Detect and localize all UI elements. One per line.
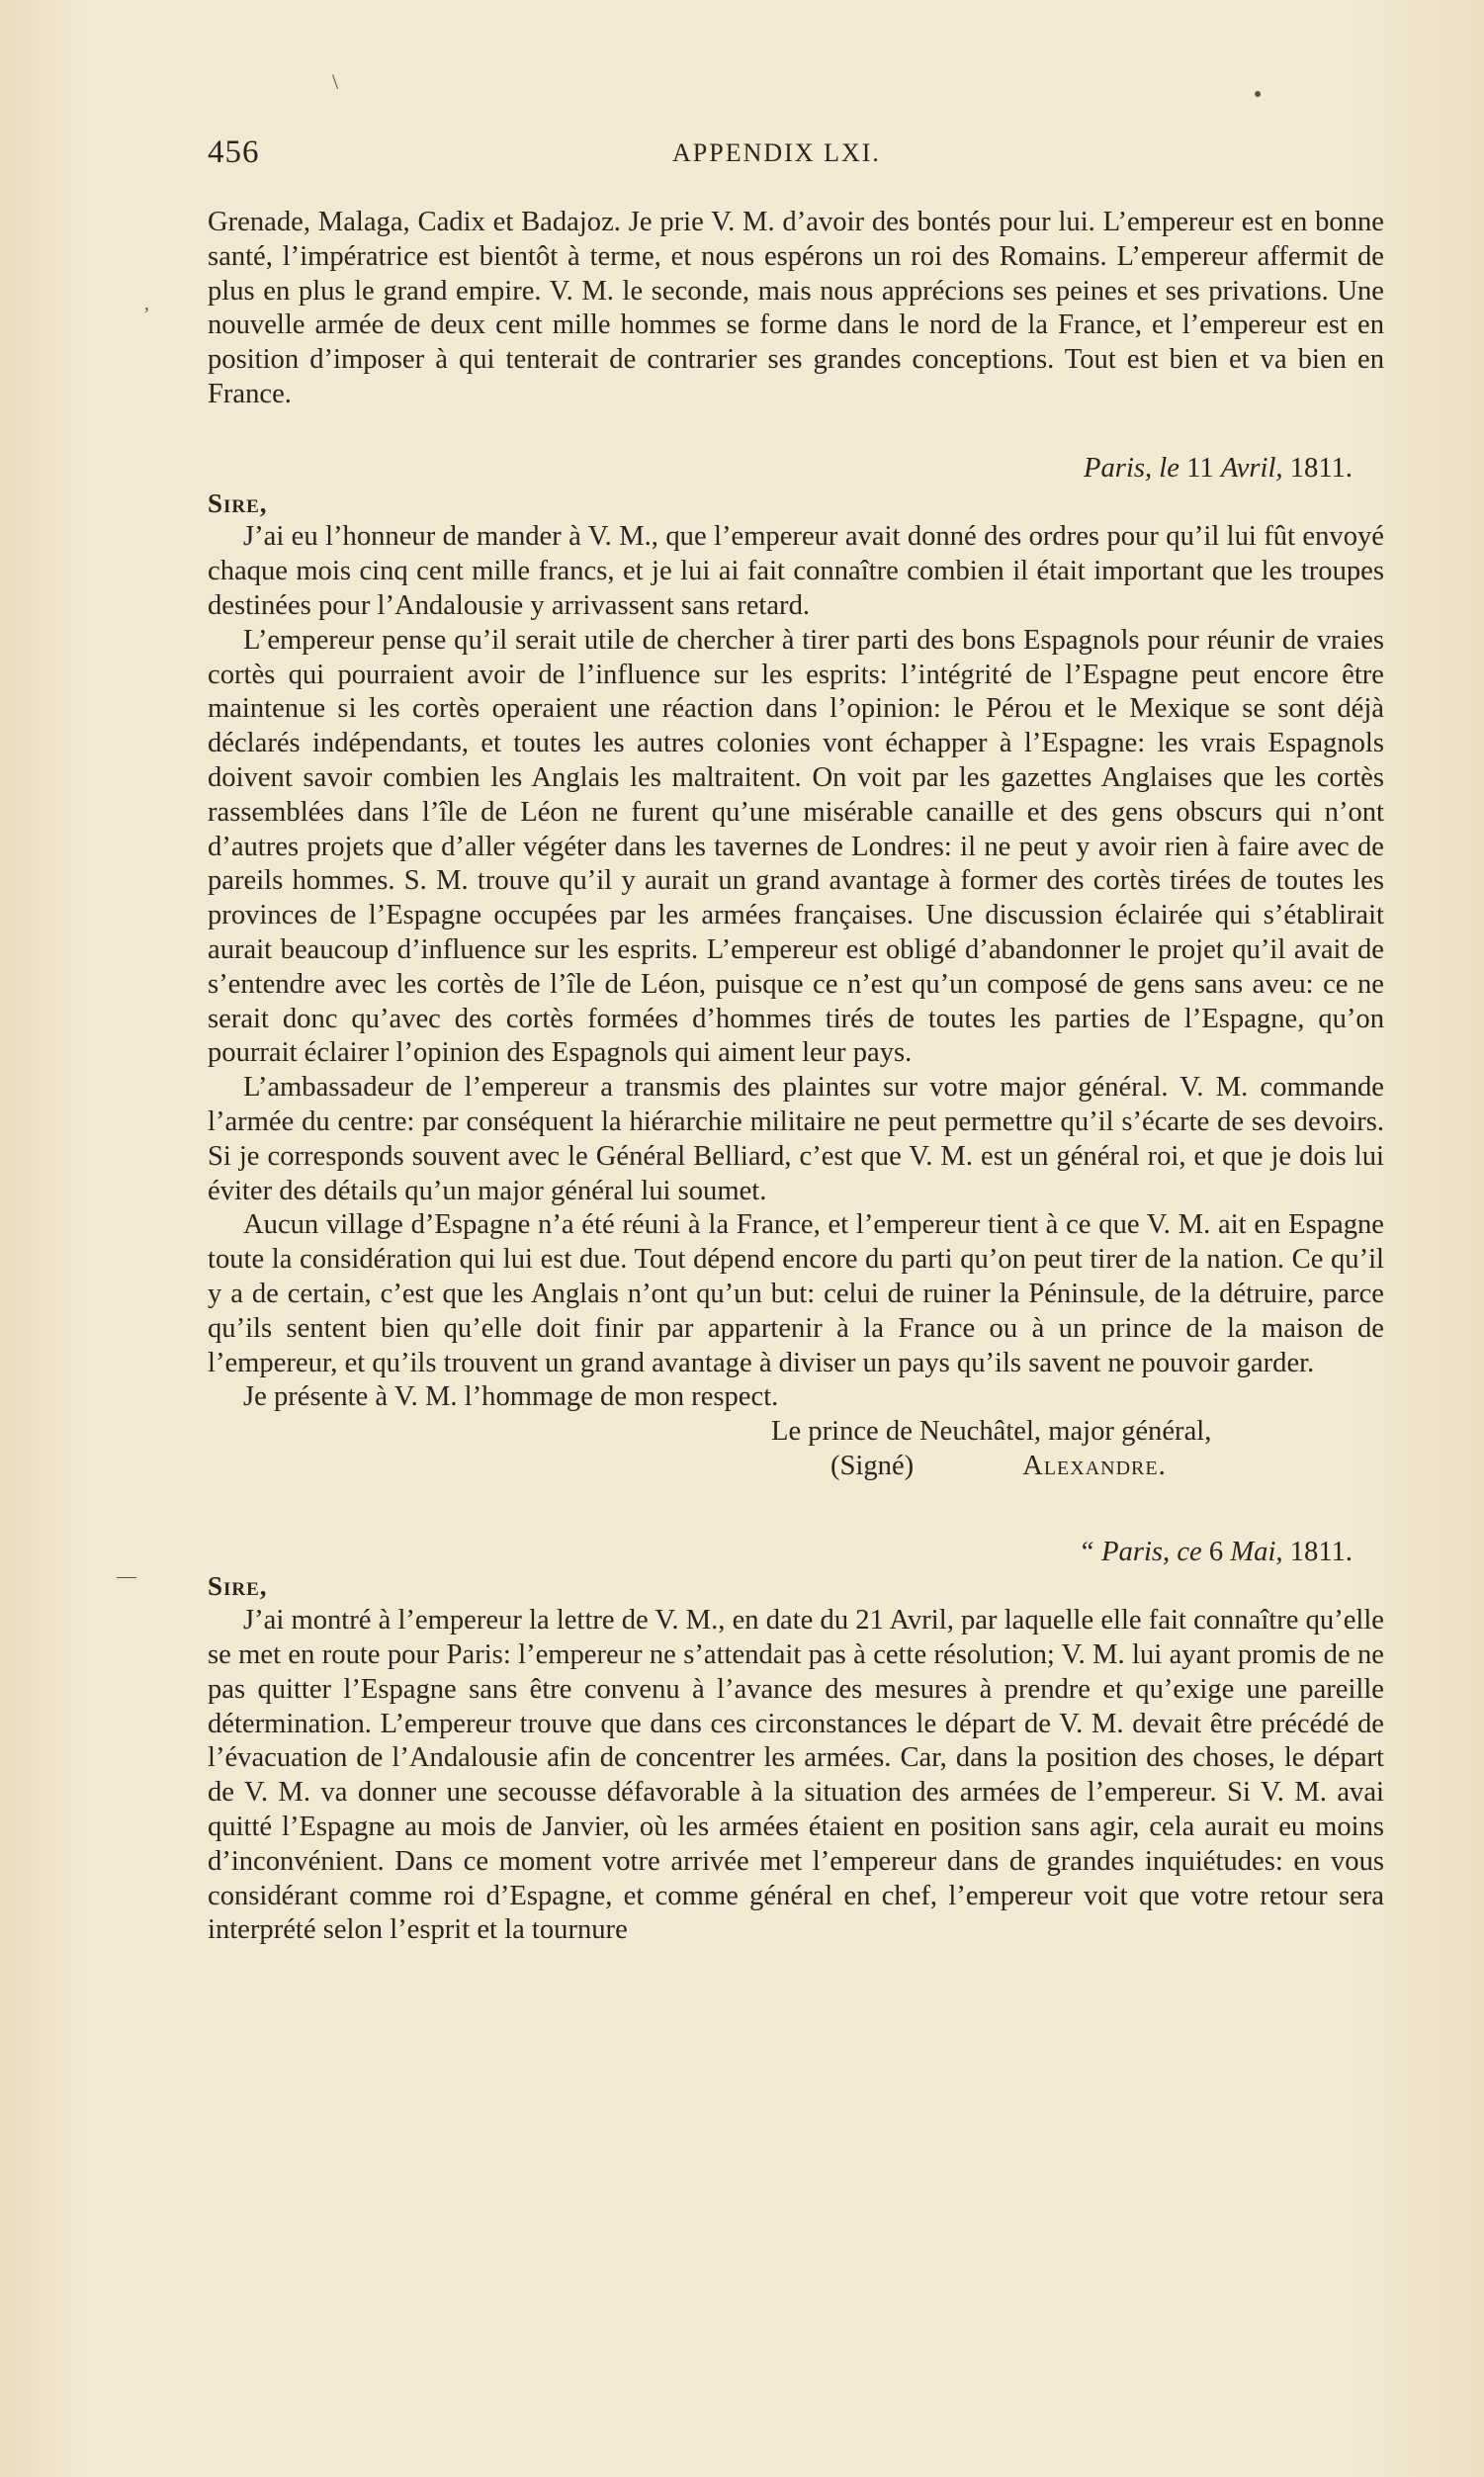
letter1-signature-title: Le prince de Neuchâtel, major général, xyxy=(771,1416,1212,1448)
letter1-salutation: Sire, xyxy=(208,487,268,518)
stray-mark: \ xyxy=(332,69,339,94)
letter1-paragraph: L’empereur pense qu’il serait utile de chercher à tirer parti des bons Espagnols pour réunir de vraies cortès qui pourraient avoir de l’influence sur les esprits: l’intégrité de l’Espagne peut encore être maintenue si les cortès operaient une réaction dans l’opinion: le Pérou et le Mexique se sont déjà déclarés indépendants, et toutes les autres colonies vont échapper à l’Espagne: les vrais Espagnols doivent savoir combien les Anglais les maltraitent. On voit par les gazettes Anglaises que les cortès rassemblées dans l’île de Léon ne furent qu’une misérable canaille et des gens obscurs qui n’ont d’autres projets que d’aller végéter dans les tavernes de Londres: il ne peut y avoir rien à faire avec de pareils hommes. S. M. trouve qu’il y aurait un grand avantage à former des cortès tirées de toutes les provinces de l’Espagne occupées par les armées françaises. Une discussion éclairée qui s’établirait aurait beaucoup d’influence sur les esprits. L’empereur est obligé d’abandonner le projet qu’il avait de s’entendre avec les cortès de l’île de Léon, puisque ce n’est qu’un composé de gens sans aveu: ce ne serait donc qu’avec des cortès formées d’hommes tirés de toutes les parties de l’Espagne, qu’on pourrait éclairer l’opinion des Espagnols qui aiment leur pays. xyxy=(208,624,1384,1069)
stray-dot: ● xyxy=(1254,87,1263,102)
date-day: 11 xyxy=(1186,452,1214,484)
letter2-salutation: Sire, xyxy=(208,1571,268,1602)
page-number: 456 xyxy=(208,134,260,170)
date-day: 6 xyxy=(1208,1536,1224,1567)
signed-label: (Signé) xyxy=(830,1450,915,1481)
running-title: APPENDIX LXI. xyxy=(672,138,881,167)
letter1-paragraph: Je présente à V. M. l’hommage de mon respect. xyxy=(243,1381,779,1413)
date-place: Paris, le xyxy=(1084,452,1179,484)
stray-mark: — xyxy=(117,1565,136,1587)
letter1-date xyxy=(208,452,1384,487)
letter1-paragraph: J’ai eu l’honneur de mander à V. M., que l’empereur avait donné des ordres pour qu’il lui fût envoyé chaque mois cinq cent mille francs, et je lui ai fait connaître combien il était important que les troupes destinées pour l’Andalousie y arrivassent sans retard. xyxy=(208,521,1384,621)
intro-paragraph: Grenade, Malaga, Cadix et Badajoz. Je prie V. M. d’avoir des bontés pour lui. L’empereur est en bonne santé, l’impératrice est bientôt à terme, et nous espérons un roi des Romains. L’empereur affermit de plus en plus le grand empire. V. M. le seconde, mais nous apprécions ses peines et ses privations. Une nouvelle armée de deux cent mille hommes se forme dans le nord de la France, et l’empereur est en position d’imposer à qui tenterait de contrarier ses grandes conceptions. Tout est bien et va bien en France. xyxy=(208,207,1384,409)
stray-mark: , xyxy=(144,293,149,314)
date-place: “ Paris, ce xyxy=(1079,1536,1202,1567)
date-year: 1811. xyxy=(1289,1536,1353,1567)
date-month: Mai, xyxy=(1230,1536,1283,1567)
letter2-date xyxy=(208,1536,1384,1570)
letter1-signature xyxy=(208,1450,1384,1484)
running-header xyxy=(208,134,1354,174)
letter2-paragraph: J’ai montré à l’empereur la lettre de V. M., en date du 21 Avril, par laquelle elle fait connaître qu’elle se met en route pour Paris: l’empereur ne s’attendait pas à cette résolution; V. M. lui ayant promis de ne pas quitter l’Espagne sans être convenu à l’avance des mesures à prendre et qu’exige une pareille détermination. L’empereur trouve que dans ces circonstances le départ de V. M. devait être précédé de l’évacuation de l’Andalousie afin de concentrer les armées. Car, dans la position des choses, le départ de V. M. va donner une secousse défavorable à la situation des armées de l’empereur. Si V. M. avai quitté l’Espagne au mois de Janvier, où les armées étaient en position sans agir, cela aurait eu moins d’inconvénient. Dans ce moment votre arrivée met l’empereur dans de grandes inquiétudes: en vous considérant comme roi d’Espagne, et comme général en chef, l’empereur voit que votre retour sera interprété selon l’esprit et la tournure xyxy=(208,1605,1384,1946)
signatory-name: Alexandre. xyxy=(1022,1450,1167,1481)
letter1-paragraph: L’ambassadeur de l’empereur a transmis des plaintes sur votre major général. V. M. commande l’armée du centre: par conséquent la hiérarchie militaire ne peut permettre qu’il s’écarte de ses devoirs. Si je corresponds souvent avec le Général Belliard, c’est que V. M. est un général roi, et que je dois lui éviter des détails qu’un major général lui soumet. xyxy=(208,1072,1384,1206)
date-month: Avril, xyxy=(1220,452,1283,484)
letter1-paragraph: Aucun village d’Espagne n’a été réuni à la France, et l’empereur tient à ce que V. M. ait en Espagne toute la considération qui lui est due. Tout dépend encore du parti qu’on peut tirer de la nation. Ce qu’il y a de certain, c’est que les Anglais n’ont qu’un but: celui de ruiner la Péninsule, de la détruire, parce qu’ils sentent bien qu’elle doit finir par appartenir à la France ou à un prince de la maison de l’empereur, et qu’ils trouvent un grand avantage à diviser un pays qu’ils savent ne pouvoir garder. xyxy=(208,1209,1384,1378)
page-body xyxy=(208,206,1384,1948)
date-year: 1811. xyxy=(1289,452,1353,484)
